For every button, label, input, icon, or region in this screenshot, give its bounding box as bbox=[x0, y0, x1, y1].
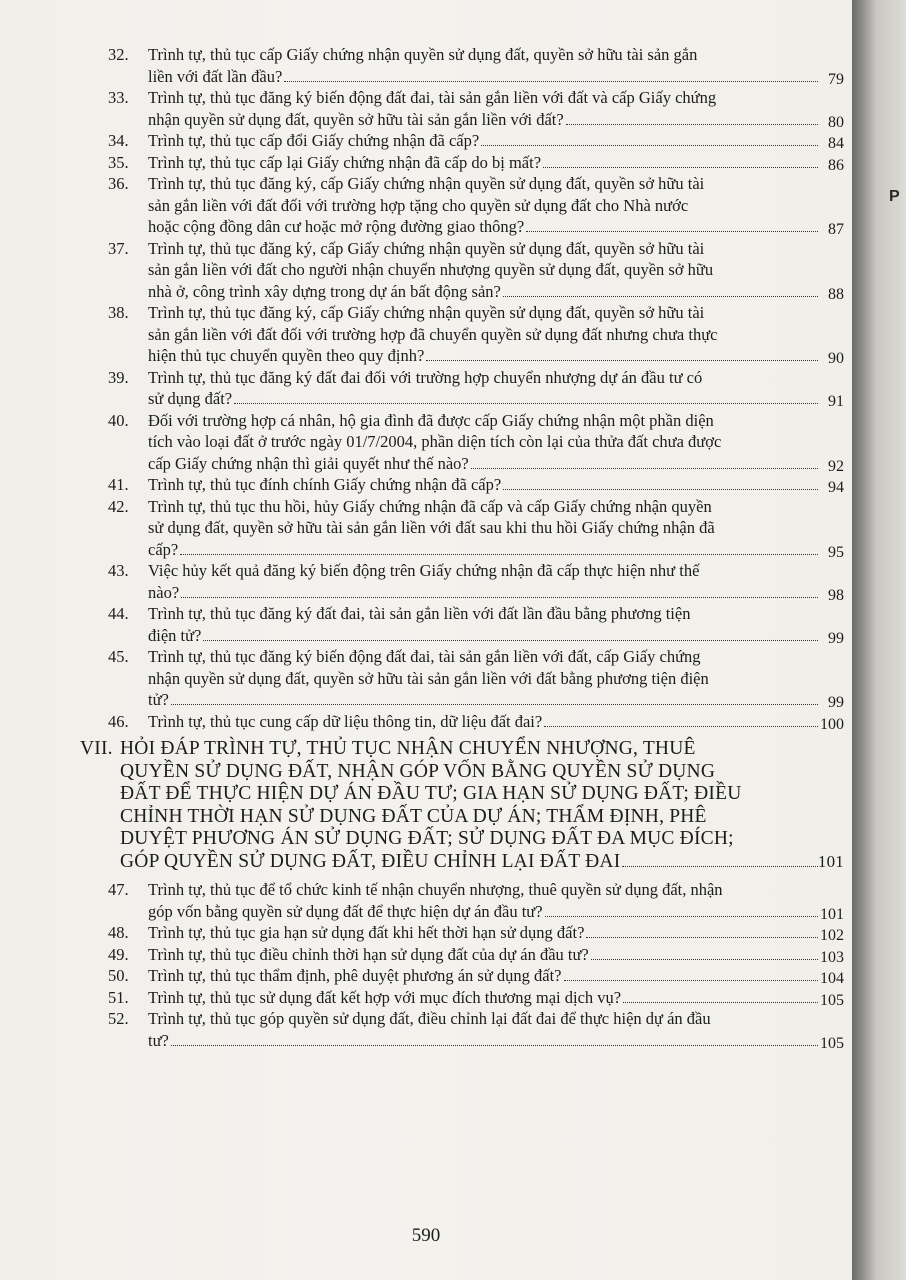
toc-entry-line: hoặc cộng đồng dân cư hoặc mở rộng đường giao thông? bbox=[148, 217, 525, 236]
toc-entry-title bbox=[148, 474, 820, 496]
toc-entry-last-line bbox=[148, 66, 820, 88]
toc-entry-line: Trình tự, thủ tục đăng ký biến động đất đai, tài sản gắn liền với đất và cấp Giấy chứng bbox=[148, 88, 717, 107]
toc-entry-last-line bbox=[148, 152, 820, 174]
toc-entry bbox=[108, 474, 848, 496]
toc-entry-page-number: 103 bbox=[820, 948, 844, 966]
toc-entry-title bbox=[148, 173, 820, 238]
toc-entry bbox=[108, 603, 848, 646]
toc-entry-page-number: 88 bbox=[828, 285, 844, 303]
toc-entry-line: Trình tự, thủ tục thu hồi, hủy Giấy chứng nhận đã cấp và cấp Giấy chứng nhận quyền bbox=[148, 496, 712, 516]
toc-entry-number: 34. bbox=[108, 131, 129, 150]
toc-entry-line: cấp? bbox=[148, 539, 179, 559]
dot-leader bbox=[180, 554, 818, 555]
toc-entry-number: 47. bbox=[108, 880, 129, 899]
toc-entry-line: Trình tự, thủ tục cung cấp dữ liệu thông tin, dữ liệu đất đai? bbox=[148, 711, 543, 731]
toc-entry bbox=[108, 173, 848, 238]
dot-leader bbox=[284, 81, 818, 82]
toc-entry-number: 40. bbox=[108, 410, 129, 430]
toc-entry-line: Trình tự, thủ tục cấp đổi Giấy chứng nhận đã cấp? bbox=[148, 131, 480, 150]
toc-entry bbox=[108, 496, 848, 561]
toc-entry-title bbox=[148, 367, 820, 410]
toc-entry-number: 36. bbox=[108, 174, 129, 193]
toc-entry bbox=[108, 646, 848, 711]
toc-entry-number: 46. bbox=[108, 711, 129, 731]
toc-entry-page-number: 101 bbox=[820, 905, 844, 923]
toc-entry-last-line bbox=[148, 281, 820, 303]
toc-entry-page-number: 90 bbox=[828, 350, 844, 367]
section-title bbox=[120, 738, 820, 873]
toc-entry-number: 42. bbox=[108, 496, 129, 516]
toc-entry bbox=[108, 560, 848, 603]
toc-entry-line: Trình tự, thủ tục thẩm định, phê duyệt phương án sử dụng đất? bbox=[148, 966, 562, 985]
dot-leader bbox=[591, 959, 818, 960]
toc-entry-last-line bbox=[148, 582, 820, 604]
toc-entry-title bbox=[148, 711, 820, 733]
dot-leader bbox=[503, 489, 818, 490]
toc-entry-page-number: 98 bbox=[828, 586, 844, 604]
toc-entry-title bbox=[148, 130, 820, 152]
toc-entry-line: tư? bbox=[148, 1030, 169, 1050]
toc-entry bbox=[108, 238, 848, 303]
toc-entry-line: Trình tự, thủ tục đăng ký đất đai đối với trường hợp chuyển nhượng dự án đầu tư có bbox=[148, 367, 703, 387]
toc-entry-page-number: 91 bbox=[828, 393, 844, 410]
dot-leader bbox=[181, 597, 818, 598]
toc-entry-number: 35. bbox=[108, 152, 129, 172]
toc-entry bbox=[108, 130, 848, 152]
toc-entry-line: Trình tự, thủ tục đăng ký, cấp Giấy chứng nhận quyền sử dụng đất, quyền sở hữu tài bbox=[148, 303, 705, 322]
dot-leader bbox=[171, 704, 818, 705]
toc-entry bbox=[108, 711, 848, 733]
toc-entry-title bbox=[148, 646, 820, 711]
toc-entry-number: 33. bbox=[108, 88, 129, 107]
toc-entry bbox=[108, 987, 848, 1009]
toc-entry-line: Trình tự, thủ tục đăng ký đất đai, tài sản gắn liền với đất lần đầu bằng phương tiện bbox=[148, 604, 691, 623]
dot-leader bbox=[622, 866, 818, 867]
toc-entry bbox=[108, 410, 848, 475]
toc-entry-line: Trình tự, thủ tục gia hạn sử dụng đất khi hết thời hạn sử dụng đất? bbox=[148, 923, 585, 942]
toc-entry-number: 37. bbox=[108, 238, 129, 258]
toc-entry-title bbox=[148, 410, 820, 475]
toc-entry-last-line bbox=[148, 922, 820, 944]
toc-entry-title bbox=[148, 302, 820, 367]
dot-leader bbox=[234, 403, 818, 404]
toc-entry-number: 45. bbox=[108, 647, 129, 666]
toc-entry-page-number: 100 bbox=[820, 715, 844, 733]
toc-entry bbox=[108, 302, 848, 367]
toc-entry-line: Trình tự, thủ tục đăng ký, cấp Giấy chứng nhận quyền sử dụng đất, quyền sở hữu tài bbox=[148, 238, 705, 258]
toc-entry-number: 38. bbox=[108, 303, 129, 322]
toc-entry-last-line bbox=[148, 1030, 820, 1052]
table-of-contents bbox=[80, 44, 848, 1052]
toc-entry-last-line bbox=[148, 625, 820, 647]
toc-entry-line: sử dụng đất? bbox=[148, 389, 233, 408]
section-title-line: ĐẤT ĐỂ THỰC HIỆN DỰ ÁN ĐẦU TƯ; GIA HẠN SỬ DỤNG ĐẤT; ĐIỀU bbox=[120, 783, 742, 804]
toc-entry-number: 39. bbox=[108, 367, 129, 387]
dot-leader bbox=[503, 296, 818, 297]
toc-entry-last-line bbox=[148, 987, 820, 1009]
dot-leader bbox=[171, 1045, 818, 1046]
toc-entry bbox=[108, 922, 848, 944]
toc-entry-page-number: 92 bbox=[828, 457, 844, 475]
toc-entry-line: nhận quyền sử dụng đất, quyền sở hữu tài sản gắn liền với đất? bbox=[148, 109, 564, 129]
toc-entry-line: tích vào loại đất ở trước ngày 01/7/2004, phần diện tích còn lại của thửa đất chưa được bbox=[148, 432, 722, 451]
dot-leader bbox=[566, 124, 818, 125]
toc-entry-title bbox=[148, 987, 820, 1009]
toc-entry-last-line bbox=[148, 711, 820, 733]
toc-entry-line: góp vốn bằng quyền sử dụng đất để thực hiện dự án đầu tư? bbox=[148, 901, 543, 921]
page-number-footer: 590 bbox=[411, 1225, 441, 1246]
section-title-line: HỎI ĐÁP TRÌNH TỰ, THỦ TỤC NHẬN CHUYỂN NHƯỢNG, THUÊ bbox=[120, 738, 696, 759]
dot-leader bbox=[623, 1002, 818, 1003]
dot-leader bbox=[481, 145, 818, 146]
section-title-last-line bbox=[120, 851, 820, 874]
toc-entry-number: 43. bbox=[108, 561, 129, 580]
toc-entry-page-number: 104 bbox=[820, 970, 844, 987]
toc-entry-page-number: 102 bbox=[820, 927, 844, 944]
toc-entries-group-2 bbox=[108, 879, 848, 1051]
toc-entry-page-number: 94 bbox=[828, 479, 844, 496]
toc-entry-title bbox=[148, 1008, 820, 1051]
toc-entry-last-line bbox=[148, 901, 820, 923]
toc-entry-page-number: 99 bbox=[828, 629, 844, 647]
toc-entry-last-line bbox=[148, 539, 820, 561]
section-title-line: CHỈNH THỜI HẠN SỬ DỤNG ĐẤT CỦA DỰ ÁN; THẨM ĐỊNH, PHÊ bbox=[120, 805, 707, 827]
section-page-number: 101 bbox=[817, 851, 844, 871]
toc-entry-title bbox=[148, 603, 820, 646]
toc-entry-last-line bbox=[148, 965, 820, 987]
toc-entry-last-line bbox=[148, 216, 820, 238]
toc-entry bbox=[108, 152, 848, 174]
toc-entry bbox=[108, 944, 848, 966]
toc-entry-last-line bbox=[148, 689, 820, 711]
toc-entry-number: 52. bbox=[108, 1009, 129, 1028]
toc-entry-last-line bbox=[148, 474, 820, 496]
toc-entry bbox=[108, 1008, 848, 1051]
dot-leader bbox=[203, 640, 818, 641]
toc-entry-line: Trình tự, thủ tục sử dụng đất kết hợp với mục đích thương mại dịch vụ? bbox=[148, 987, 622, 1007]
toc-entry-line: sản gắn liền với đất đối với trường hợp tặng cho quyền sử dụng đất cho Nhà nước bbox=[148, 195, 689, 215]
toc-entry bbox=[108, 965, 848, 987]
toc-entry-line: Đối với trường hợp cá nhân, hộ gia đình đã được cấp Giấy chứng nhận một phần diện bbox=[148, 410, 714, 430]
toc-entry-line: nào? bbox=[148, 582, 180, 602]
dot-leader bbox=[545, 916, 818, 917]
toc-entry-number: 50. bbox=[108, 966, 129, 985]
toc-entry-page-number: 95 bbox=[828, 543, 844, 561]
toc-entry-line: Việc hủy kết quả đăng ký biến động trên Giấy chứng nhận đã cấp thực hiện như thế bbox=[148, 561, 700, 580]
toc-entry bbox=[108, 879, 848, 922]
toc-entry-line: sản gắn liền với đất cho người nhận chuyển nhượng quyền sử dụng đất, quyền sở hữu bbox=[148, 260, 714, 279]
toc-entry-title bbox=[148, 879, 820, 922]
toc-entry-line: Trình tự, thủ tục cấp lại Giấy chứng nhận đã cấp do bị mất? bbox=[148, 152, 542, 172]
section-title-line: GÓP QUYỀN SỬ DỤNG ĐẤT, ĐIỀU CHỈNH LẠI ĐẤT ĐAI bbox=[120, 850, 621, 872]
toc-entry bbox=[108, 44, 848, 87]
section-heading-vii bbox=[80, 738, 848, 873]
toc-entry-number: 44. bbox=[108, 604, 129, 623]
toc-entry-line: nhà ở, công trình xây dựng trong dự án bất động sản? bbox=[148, 281, 501, 301]
toc-entry-title bbox=[148, 87, 820, 130]
toc-entry-number: 49. bbox=[108, 944, 129, 964]
toc-entry-line: liền với đất lần đầu? bbox=[148, 66, 283, 86]
next-page-edge-letter: P bbox=[889, 188, 900, 205]
toc-entry-title bbox=[148, 44, 820, 87]
toc-entry-line: sản gắn liền với đất đối với trường hợp đã chuyển quyền sử dụng đất nhưng chưa thực bbox=[148, 324, 718, 344]
dot-leader bbox=[586, 937, 818, 938]
toc-entry-line: Trình tự, thủ tục điều chỉnh thời hạn sử dụng đất của dự án đầu tư? bbox=[148, 944, 589, 964]
toc-entry-line: Trình tự, thủ tục để tổ chức kinh tế nhận chuyển nhượng, thuê quyền sử dụng đất, nhận bbox=[148, 880, 723, 899]
dot-leader bbox=[471, 468, 818, 469]
toc-entry bbox=[108, 367, 848, 410]
toc-entry-title bbox=[148, 152, 820, 174]
toc-entry-last-line bbox=[148, 130, 820, 152]
toc-entry-page-number: 105 bbox=[820, 991, 844, 1009]
toc-entry-title bbox=[148, 560, 820, 603]
toc-entry-line: nhận quyền sử dụng đất, quyền sở hữu tài sản gắn liền với đất bằng phương tiện điện bbox=[148, 668, 709, 688]
toc-entry bbox=[108, 87, 848, 130]
toc-entry-title bbox=[148, 238, 820, 303]
toc-entry-line: Trình tự, thủ tục cấp Giấy chứng nhận quyền sử dụng đất, quyền sở hữu tài sản gắn bbox=[148, 45, 698, 64]
dot-leader bbox=[543, 167, 818, 168]
toc-entry-last-line bbox=[148, 109, 820, 131]
toc-entries-group-1 bbox=[108, 44, 848, 732]
toc-entry-page-number: 99 bbox=[828, 694, 844, 711]
toc-entry-page-number: 79 bbox=[828, 70, 844, 88]
toc-entry-last-line bbox=[148, 345, 820, 367]
toc-entry-line: Trình tự, thủ tục đính chính Giấy chứng nhận đã cấp? bbox=[148, 475, 502, 494]
toc-entry-line: Trình tự, thủ tục góp quyền sử dụng đất, điều chỉnh lại đất đai để thực hiện dự án đầu bbox=[148, 1009, 711, 1028]
section-title-line: QUYỀN SỬ DỤNG ĐẤT, NHẬN GÓP VỐN BẰNG QUYỀN SỬ DỤNG bbox=[120, 760, 716, 782]
toc-entry-title bbox=[148, 944, 820, 966]
dot-leader bbox=[426, 360, 818, 361]
toc-entry-number: 51. bbox=[108, 987, 129, 1007]
dot-leader bbox=[544, 726, 818, 727]
toc-entry-number: 41. bbox=[108, 475, 129, 494]
toc-entry-number: 48. bbox=[108, 923, 129, 942]
toc-entry-page-number: 84 bbox=[828, 135, 844, 152]
toc-entry-last-line bbox=[148, 453, 820, 475]
toc-entry-last-line bbox=[148, 944, 820, 966]
toc-entry-number: 32. bbox=[108, 45, 129, 64]
toc-entry-line: Trình tự, thủ tục đăng ký biến động đất đai, tài sản gắn liền với đất, cấp Giấy chứng bbox=[148, 647, 701, 666]
toc-entry-title bbox=[148, 965, 820, 987]
toc-entry-line: tử? bbox=[148, 690, 169, 709]
toc-entry-page-number: 80 bbox=[828, 113, 844, 131]
toc-entry-page-number: 86 bbox=[828, 156, 844, 174]
section-roman-numeral: VII. bbox=[80, 738, 113, 759]
toc-entry-title bbox=[148, 496, 820, 561]
toc-entry-line: sử dụng đất, quyền sở hữu tài sản gắn liền với đất sau khi thu hồi Giấy chứng nhận đã bbox=[148, 518, 715, 537]
toc-entry-page-number: 87 bbox=[828, 221, 844, 238]
dot-leader bbox=[526, 231, 818, 232]
toc-entry-last-line bbox=[148, 388, 820, 410]
toc-entry-page-number: 105 bbox=[820, 1034, 844, 1052]
toc-entry-title bbox=[148, 922, 820, 944]
toc-entry-line: cấp Giấy chứng nhận thì giải quyết như thế nào? bbox=[148, 453, 469, 473]
dot-leader bbox=[564, 980, 819, 981]
section-title-line: DUYỆT PHƯƠNG ÁN SỬ DỤNG ĐẤT; SỬ DỤNG ĐẤT ĐA MỤC ĐÍCH; bbox=[120, 828, 734, 849]
toc-entry-line: điện tử? bbox=[148, 625, 202, 645]
toc-entry-line: Trình tự, thủ tục đăng ký, cấp Giấy chứng nhận quyền sử dụng đất, quyền sở hữu tài bbox=[148, 174, 705, 193]
toc-entry-line: hiện thủ tục chuyển quyền theo quy định? bbox=[148, 346, 425, 365]
